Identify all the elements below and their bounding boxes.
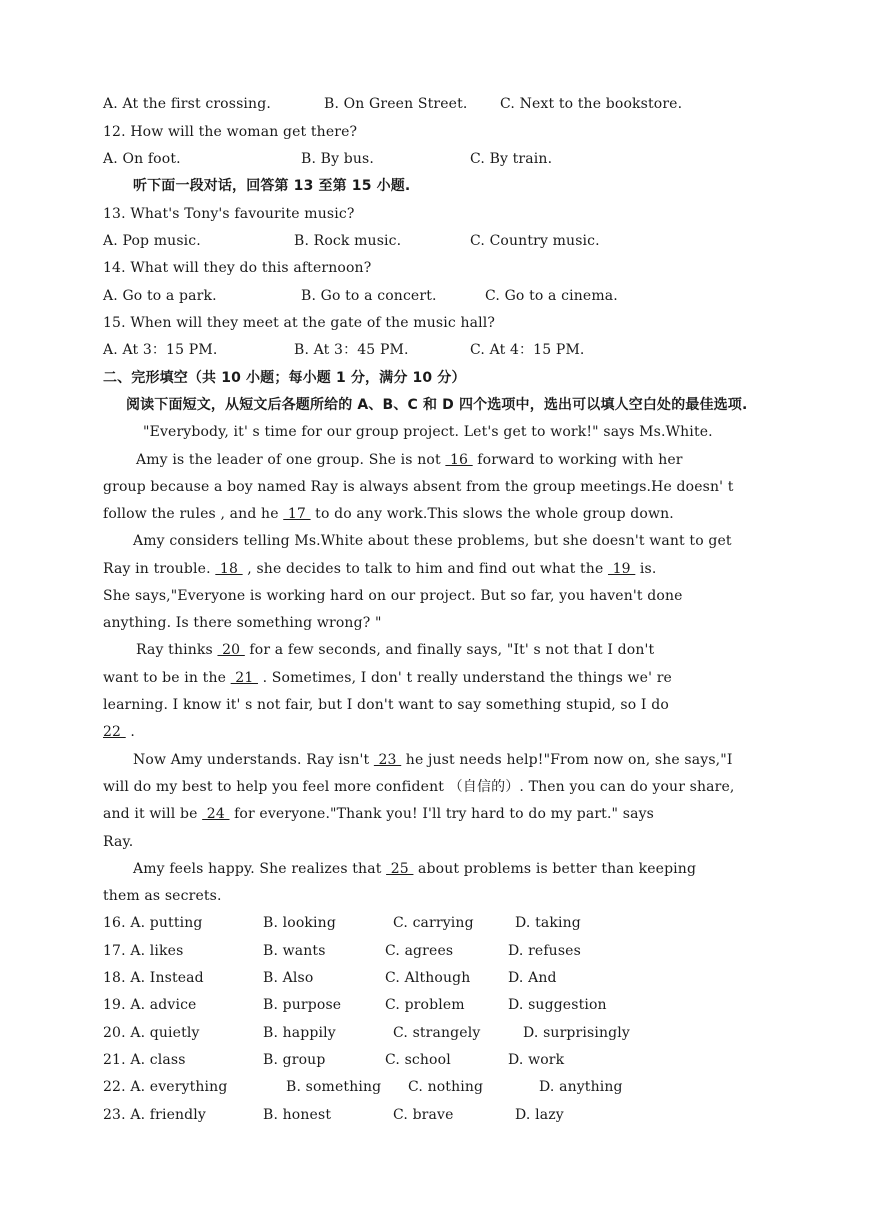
text: Ray in trouble. [103, 561, 216, 577]
passage-line-17 [133, 859, 696, 879]
q14-option-b: B. Go to a concert. [301, 288, 437, 304]
option-d: D. lazy [515, 1107, 564, 1123]
passage-line-4 [103, 504, 674, 524]
passage-line-7: She says,"Everyone is working hard on our project. But so far, you haven't done [103, 588, 683, 604]
passage-line-2 [136, 450, 683, 470]
text: Ray thinks [136, 642, 218, 658]
text: follow the rules , and he [103, 506, 284, 522]
q12-option-b: B. By bus. [301, 151, 374, 167]
q15-option-c: C. At 4：15 PM. [470, 342, 585, 358]
passage-line-15 [103, 804, 654, 824]
text: forward to working with her [472, 452, 683, 468]
blank-23: 23 [373, 752, 402, 768]
q13-option-c: C. Country music. [470, 233, 600, 249]
passage-line-14: will do my best to help you feel more confident （自信的）. Then you can do your share, [103, 779, 735, 795]
text: Now Amy understands. Ray isn't [133, 752, 374, 768]
q12-option-a: A. On foot. [103, 151, 181, 167]
text: he just needs help!"From now on, she says,"I [401, 752, 733, 768]
q11-option-a: A. At the first crossing. [103, 96, 271, 112]
q14-option-a: A. Go to a park. [103, 288, 217, 304]
passage-line-8: anything. Is there something wrong? " [103, 615, 382, 631]
q15-question: 15. When will they meet at the gate of the music hall? [103, 315, 496, 331]
blank-17: 17 [283, 506, 311, 522]
text: Amy feels happy. She realizes that [133, 861, 387, 877]
q11-option-c: C. Next to the bookstore. [500, 96, 683, 112]
blank-25: 25 [386, 861, 414, 877]
cloze-section-title: 二、完形填空（共 10 小题；每小题 1 分，满分 10 分） [103, 370, 466, 386]
blank-16: 16 [445, 452, 473, 468]
option-c: C. Although [385, 970, 471, 986]
passage-line-9 [136, 640, 654, 660]
q13-question: 13. What's Tony's favourite music? [103, 206, 355, 222]
option-b: B. Also [263, 970, 314, 986]
option-c: C. nothing [408, 1079, 484, 1095]
q12-question: 12. How will the woman get there? [103, 124, 358, 140]
option-d: D. suggestion [508, 997, 607, 1013]
option-c: C. agrees [385, 943, 454, 959]
text: to do any work.This slows the whole group down. [310, 506, 674, 522]
option-a: 19. A. advice [103, 997, 197, 1013]
blank-21: 21 [230, 670, 258, 686]
option-b: B. looking [263, 915, 336, 931]
option-c: C. brave [393, 1107, 454, 1123]
option-c: C. problem [385, 997, 465, 1013]
q15-option-b: B. At 3：45 PM. [294, 342, 409, 358]
blank-22: 22 [103, 724, 126, 740]
passage-line-18: them as secrets. [103, 888, 222, 904]
q14-option-c: C. Go to a cinema. [485, 288, 618, 304]
option-b: B. purpose [263, 997, 342, 1013]
text: Amy is the leader of one group. She is not [136, 452, 446, 468]
option-d: D. work [508, 1052, 565, 1068]
option-d: D. taking [515, 915, 581, 931]
option-b: B. honest [263, 1107, 332, 1123]
instruction-13-15: 听下面一段对话，回答第 13 至第 15 小题. [133, 178, 411, 194]
option-a: 22. A. everything [103, 1079, 228, 1095]
q13-option-b: B. Rock music. [294, 233, 402, 249]
text: about problems is better than keeping [413, 861, 697, 877]
option-a: 16. A. putting [103, 915, 203, 931]
option-b: B. happily [263, 1025, 336, 1041]
option-a: 21. A. class [103, 1052, 186, 1068]
text: . Sometimes, I don' t really understand the things we' re [257, 670, 672, 686]
option-b: B. wants [263, 943, 326, 959]
q14-question: 14. What will they do this afternoon? [103, 260, 372, 276]
cloze-instruction: 阅读下面短文，从短文后各题所给的 A、B、C 和 D 四个选项中，选出可以填人空白处的最佳选项. [126, 397, 748, 413]
passage-line-6 [103, 559, 656, 579]
option-a: 20. A. quietly [103, 1025, 200, 1041]
option-a: 23. A. friendly [103, 1107, 206, 1123]
option-c: C. carrying [393, 915, 474, 931]
text: for a few seconds, and finally says, "It' s not that I don't [244, 642, 655, 658]
option-d: D. And [508, 970, 557, 986]
passage-line-11: learning. I know it' s not fair, but I don't want to say something stupid, so I do [103, 697, 669, 713]
option-a: 18. A. Instead [103, 970, 204, 986]
option-a: 17. A. likes [103, 943, 184, 959]
text: want to be in the [103, 670, 231, 686]
text: . [125, 724, 135, 740]
passage-line-5: Amy considers telling Ms.White about these problems, but she doesn't want to get [133, 533, 732, 549]
option-d: D. anything [539, 1079, 623, 1095]
blank-18: 18 [215, 561, 243, 577]
option-d: D. surprisingly [523, 1025, 630, 1041]
q15-option-a: A. At 3：15 PM. [103, 342, 218, 358]
option-c: C. school [385, 1052, 451, 1068]
passage-line-12 [103, 722, 135, 742]
passage-line-16: Ray. [103, 834, 134, 850]
passage-line-13 [133, 750, 733, 770]
passage-line-10 [103, 668, 672, 688]
option-c: C. strangely [393, 1025, 481, 1041]
text: , she decides to talk to him and find out what the [242, 561, 608, 577]
option-b: B. group [263, 1052, 326, 1068]
q11-option-b: B. On Green Street. [324, 96, 468, 112]
option-d: D. refuses [508, 943, 581, 959]
passage-line-3: group because a boy named Ray is always absent from the group meetings.He doesn' t [103, 479, 734, 495]
text: and it will be [103, 806, 203, 822]
blank-20: 20 [217, 642, 245, 658]
option-b: B. something [286, 1079, 382, 1095]
text: is. [635, 561, 657, 577]
passage-line-1: "Everybody, it' s time for our group project. Let's get to work!" says Ms.White. [143, 424, 713, 440]
q13-option-a: A. Pop music. [103, 233, 201, 249]
text: for everyone."Thank you! I'll try hard to do my part." says [229, 806, 654, 822]
q12-option-c: C. By train. [470, 151, 553, 167]
blank-19: 19 [607, 561, 636, 577]
blank-24: 24 [202, 806, 230, 822]
